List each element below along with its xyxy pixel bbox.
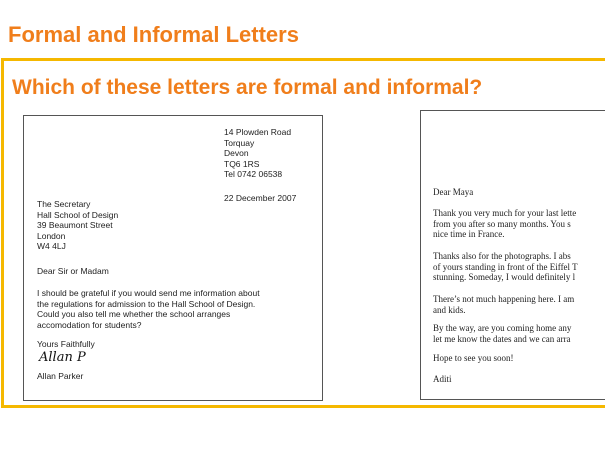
informal-paragraph — [433, 294, 574, 315]
informal-paragraph — [433, 208, 576, 240]
informal-line: let me know the dates and we can arra — [433, 333, 571, 344]
letter-date: 22 December 2007 — [224, 193, 297, 203]
handwritten-signature: Allan P — [39, 350, 86, 365]
informal-line: Thanks also for the photographs. I abs — [433, 251, 571, 261]
informal-closing: Hope to see you soon! — [433, 353, 514, 363]
sender-address — [224, 127, 291, 180]
informal-paragraph — [433, 323, 571, 344]
question-heading: Which of these letters are formal and informal? — [12, 76, 483, 99]
formal-body-line: I should be grateful if you would send me information about — [37, 288, 260, 298]
sender-address-line: 14 Plowden Road — [224, 127, 292, 137]
recipient-address-line: W4 4LJ — [37, 241, 66, 251]
recipient-address-line: The Secretary — [37, 199, 91, 209]
sender-address-line: Torquay — [224, 137, 255, 148]
sender-address-line: Tel 0742 06538 — [224, 169, 283, 179]
recipient-address-line: Hall School of Design — [37, 209, 119, 220]
recipient-address-line: 39 Beaumont Street — [37, 220, 113, 230]
informal-line: There’s not much happening here. I am — [433, 294, 575, 304]
formal-body-line: accomodation for students? — [37, 319, 142, 330]
informal-line: stunning. Someday, I would definitely l — [433, 272, 576, 282]
formal-salutation: Dear Sir or Madam — [37, 266, 109, 276]
sender-address-line: Devon — [224, 148, 249, 158]
formal-body-line: the regulations for admission to the Hall School of Design. — [37, 298, 256, 309]
informal-letter-image — [420, 110, 605, 400]
informal-line: of yours standing in front of the Eiffel T — [433, 261, 578, 272]
recipient-address — [37, 199, 118, 252]
informal-line: By the way, are you coming home any — [433, 323, 572, 333]
formal-body — [37, 288, 260, 330]
informal-line: and kids. — [433, 304, 466, 315]
formal-closing: Yours Faithfully — [37, 339, 95, 349]
page-title: Formal and Informal Letters — [8, 22, 299, 47]
recipient-address-line: London — [37, 230, 66, 241]
informal-salutation: Dear Maya — [433, 187, 474, 197]
informal-line: nice time in France. — [433, 229, 505, 239]
informal-line: Thank you very much for your last lette — [433, 208, 577, 218]
formal-body-line: Could you also tell me whether the school arranges — [37, 309, 231, 319]
sender-address-line: TQ6 1RS — [224, 158, 260, 169]
informal-line: from you after so many months. You s — [433, 218, 571, 229]
informal-paragraph — [433, 251, 578, 283]
informal-name: Aditi — [433, 374, 452, 384]
sender-name: Allan Parker — [37, 371, 84, 381]
formal-letter-image — [23, 115, 323, 401]
